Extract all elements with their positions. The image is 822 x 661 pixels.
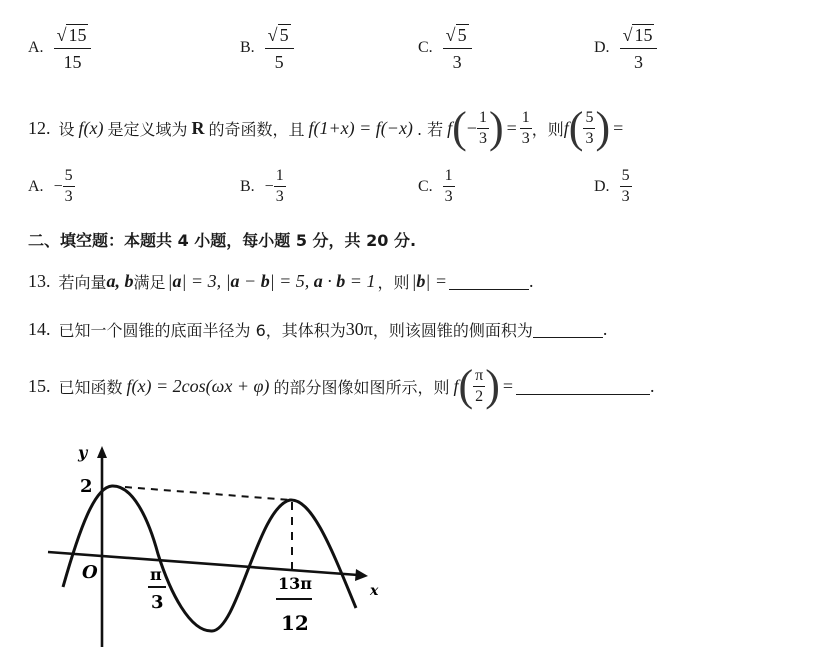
tick-13pi-over-12-den: 12 [281,611,309,635]
question-number: 14. [28,319,51,339]
q12-fraction-c: $\frac{5}{3}$ [585,108,594,147]
cosine-curve [63,486,356,631]
q12-f-x: f(x) [78,117,104,138]
option-label: D. [594,177,610,195]
option-value: $\frac{5}{3}$ [621,167,630,205]
q12-R: R [191,117,205,138]
q12-option-c[interactable] [418,168,455,205]
q12-text-1: 设 [58,119,75,139]
option-value: √ 5 3 [443,24,472,71]
q15-fraction: $\frac{\pi}{2}$ [475,366,484,405]
y-axis-label: y [78,443,88,462]
question-15: 15. 已知函数 f(x) = 2cos(ωx + φ) 的部分图像如图所示，则 f ( $\frac{\pi}{2}$ ) = . [28,361,655,410]
q14-text-1: 已知一个圆锥的底面半径为 6，其体积为 [58,321,346,340]
option-label: C. [418,38,433,56]
option-label: C. [418,177,433,195]
option-value: √ 15 3 [620,24,658,71]
option-value: $\frac{1}{3}$ [444,167,453,205]
q14-volume: 30π [345,319,373,339]
q12-option-b[interactable] [240,168,286,205]
q12-option-d[interactable] [594,168,632,205]
q11-option-b[interactable] [240,24,294,71]
option-value: √ 5 5 [265,24,294,71]
tick-13pi-over-12-num: 13π [278,574,312,593]
x-axis-arrow [355,569,368,581]
q12-option-a[interactable] [28,168,75,205]
q13-vectors: a, b [106,271,134,291]
q12-text-3: 的奇函数，且 [208,119,305,139]
question-14: 14. 已知一个圆锥的底面半径为 6，其体积为 30π ，则该圆锥的侧面积为 . [28,319,608,340]
q11-option-d[interactable] [594,24,657,71]
q15-function: f(x) = 2cos(ωx + φ) [126,375,270,396]
q12-fraction-a: $\frac{1}{3}$ [478,108,487,147]
option-label: B. [240,38,255,56]
q14-answer-blank[interactable] [533,321,603,338]
tick-pi-over-3-num: π [150,565,162,584]
tick-pi-over-3-den: 3 [151,592,164,613]
y-axis-arrow [97,446,107,458]
q12-text-5: ，则 [531,119,564,139]
q13-text-1: 若向量 [58,273,107,292]
q13-answer-blank[interactable] [449,273,529,290]
q14-text-2: ，则该圆锥的侧面积为 [372,321,533,340]
option-label: A. [28,38,44,56]
q15-text-2: 的部分图像如图所示，则 [273,377,450,397]
max-dashed-line [112,486,290,500]
option-label: B. [240,177,255,195]
option-label: D. [594,38,610,56]
question-number: 13. [28,271,51,291]
option-label: A. [28,177,44,195]
question-number: 15. [28,375,51,396]
q12-text-4: . 若 [416,119,444,139]
q13-conditions: |a| = 3, |a − b| = 5, a · b = 1 [167,271,376,291]
q12-text-2: 是定义域为 [107,119,188,139]
question-12: 12. 设 f(x) 是定义域为 R 的奇函数，且 f(1+x) = f(−x) . 若 f ( − $\frac{1}{3}$ ) = $\frac{1}{3}$ ，则 f ( $\frac{5}{3}$ ) = [28,103,624,152]
q15-answer-blank[interactable] [516,378,650,395]
q12-functional-equation: f(1+x) = f(−x) [308,117,413,138]
q11-option-a[interactable] [28,24,91,71]
option-value: − $\frac{5}{3}$ [53,167,73,205]
question-13: 13. 若向量 a, b 满足 |a| = 3, |a − b| = 5, a · b = 1 ，则 |b| = . [28,271,534,292]
q12-fraction-b: $\frac{1}{3}$ [521,108,530,147]
origin-label: O [82,562,98,583]
option-value: − $\frac{1}{3}$ [264,167,284,205]
q15-text-1: 已知函数 [58,377,123,397]
function-graph [40,432,390,654]
x-axis-label: x [370,583,379,599]
max-value-label: 2 [80,476,93,497]
q11-option-c[interactable] [418,24,472,71]
q13-text-3: ，则 [377,273,410,292]
q13-text-2: 满足 [133,273,166,292]
option-value: √ 15 15 [54,24,92,71]
section-heading: 二、填空题：本题共 4 小题，每小题 5 分，共 20 分. [28,231,417,250]
question-number: 12. [28,117,51,138]
